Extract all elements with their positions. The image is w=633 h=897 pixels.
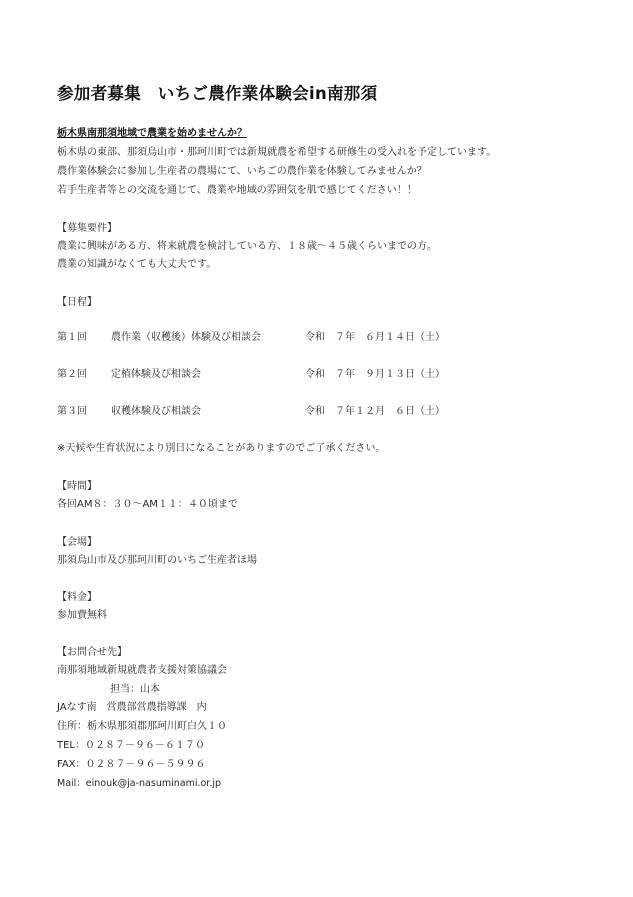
venue-value: 那須烏山市及び那珂川町のいちご生産者ほ場 (57, 555, 257, 566)
contact-department: JAなす南 営農部営農指導課 内 (57, 702, 207, 713)
intro-line: 農作業体験会に参加し生産者の農場にて、いちごの農作業を体験してみませんか？ (57, 166, 427, 177)
schedule-round: 第２回 (57, 369, 87, 380)
venue-heading: 【会場】 (57, 537, 97, 548)
schedule-date: 令和 ７年 ６月１４日（土） (305, 332, 445, 343)
contact-fax: FAX：０２８７－９６－５９９６ (57, 759, 206, 770)
requirements-line: 農業に興味がある方、将来就農を検討している方、１８歳～４５歳くらいまでの方。 (57, 241, 437, 252)
contact-person: 担当：山本 (110, 684, 160, 695)
time-heading: 【時間】 (57, 481, 97, 492)
contact-heading: 【お問合せ先】 (57, 647, 127, 658)
requirements-line: 農業の知識がなくても大丈夫です。 (57, 259, 217, 270)
contact-address: 住所：栃木県那須郡那珂川町白久１０ (57, 721, 227, 732)
intro-heading: 栃木県南那須地域で農業を始めませんか？ (57, 128, 247, 139)
contact-mail[interactable]: Mail：einouk@ja-nasuminami.or.jp (57, 778, 222, 789)
schedule-date: 令和 ７年 ９月１３日（土） (305, 369, 445, 380)
page-title: 参加者募集 いちご農作業体験会in南那須 (57, 84, 378, 103)
requirements-heading: 【募集要件】 (57, 223, 117, 234)
schedule-date: 令和 ７年１２月 ６日（土） (305, 406, 445, 417)
contact-organization: 南那須地域新規就農者支援対策協議会 (57, 665, 227, 676)
schedule-round: 第１回 (57, 332, 87, 343)
schedule-event: 収穫体験及び相談会 (111, 406, 201, 417)
intro-line: 若手生産者等との交流を通じて、農業や地域の雰囲気を肌で感じてください！！ (57, 185, 417, 196)
schedule-event: 定植体験及び相談会 (111, 369, 201, 380)
fee-value: 参加費無料 (57, 610, 107, 621)
fee-heading: 【料金】 (57, 592, 97, 603)
contact-tel: TEL：０２８７－９６－６１７０ (57, 740, 205, 751)
intro-line: 栃木県の東部、那須烏山市・那珂川町では新規就農を希望する研修生の受入れを予定しています。 (57, 147, 497, 158)
schedule-event: 農作業（収穫後）体験及び相談会 (111, 332, 261, 343)
time-value: 各回AM８：３０～AM１１：４０頃まで (57, 499, 238, 510)
schedule-note: ※天候や生育状況により別日になることがありますのでご了承ください。 (57, 443, 386, 454)
schedule-heading: 【日程】 (57, 297, 97, 308)
schedule-round: 第３回 (57, 406, 87, 417)
